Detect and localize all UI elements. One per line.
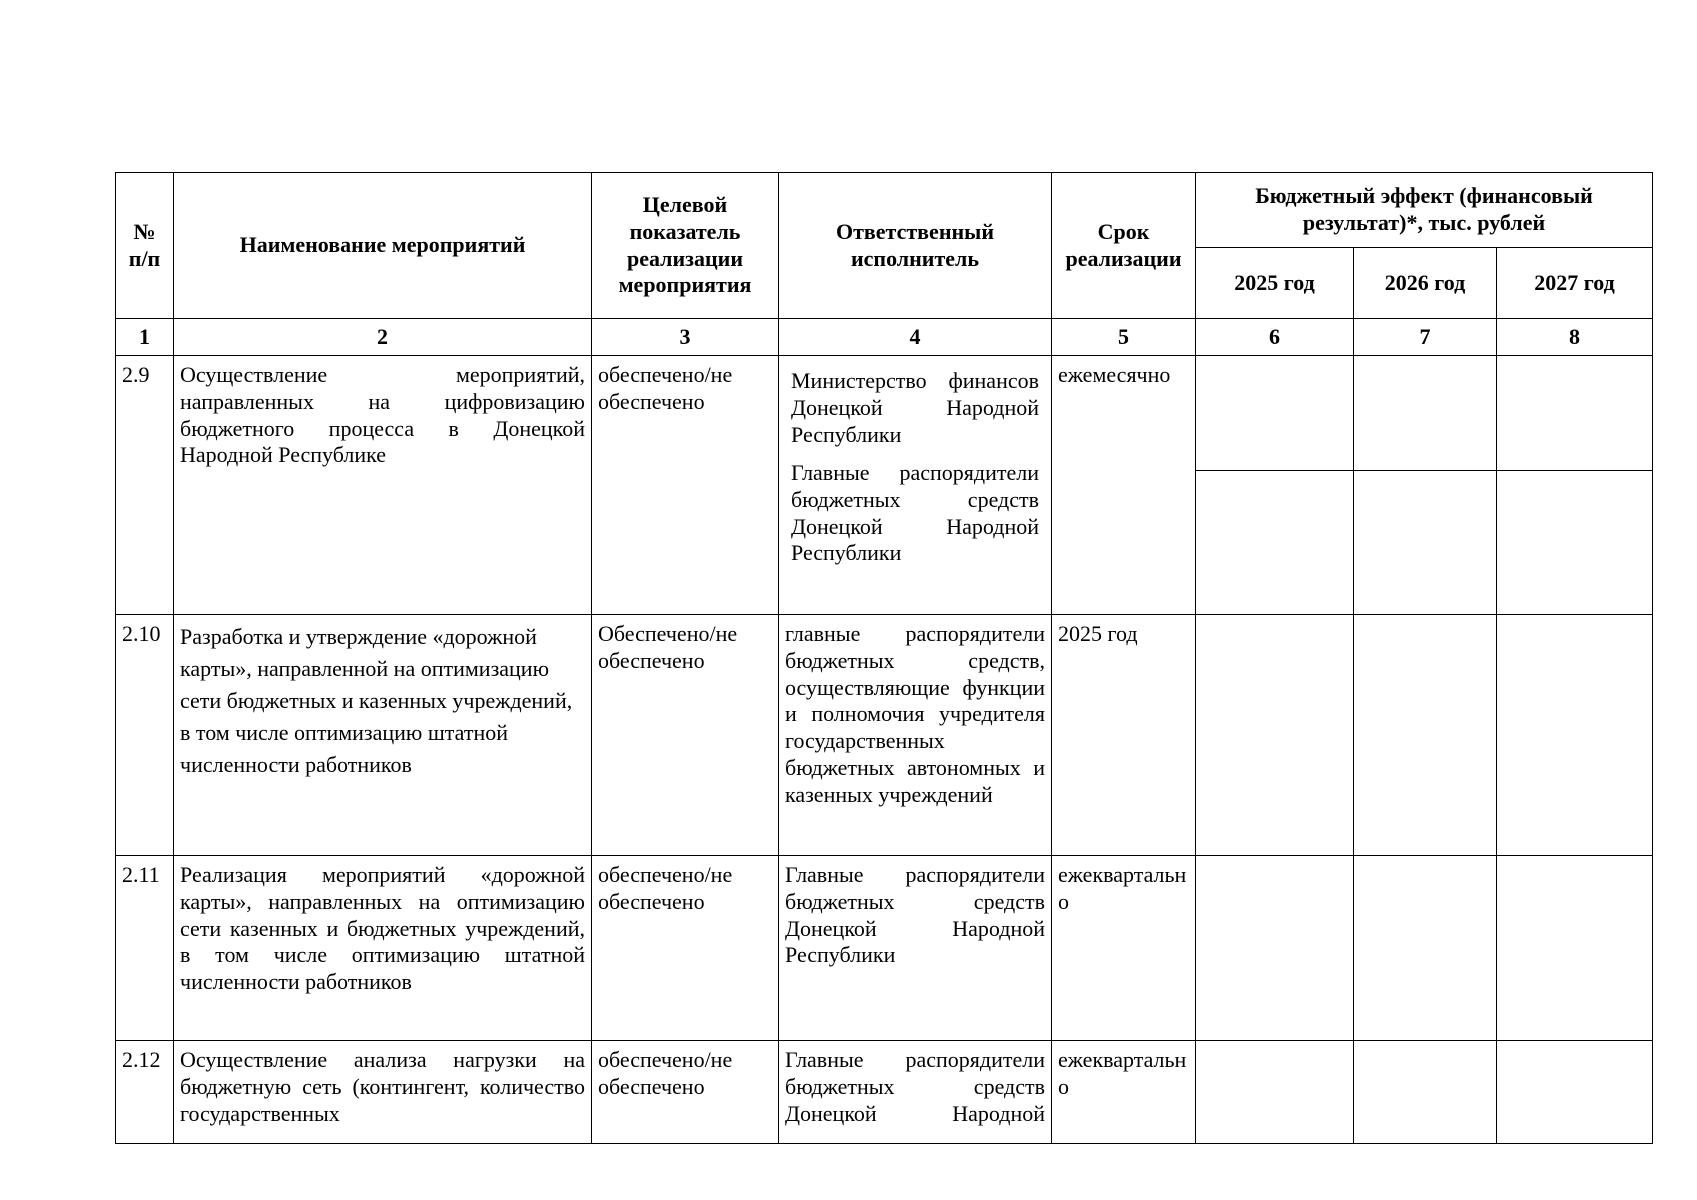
target-indicator: Обеспечено/не обеспечено	[592, 615, 779, 856]
effect-2026	[1354, 356, 1497, 471]
effect-2025	[1196, 471, 1354, 615]
term: ежеквартально	[1052, 1041, 1196, 1144]
column-number: 4	[779, 319, 1052, 356]
target-indicator: обеспечено/не обеспечено	[592, 1041, 779, 1144]
column-number: 5	[1052, 319, 1196, 356]
effect-2027	[1497, 856, 1653, 1041]
table-row	[116, 1041, 1653, 1144]
row-number: 2.9	[116, 356, 174, 615]
header-budget-effect: Бюджетный эффект (финансовый результат)*, тыс. рублей	[1196, 173, 1653, 248]
header-term: Срок реализации	[1052, 173, 1196, 319]
executor	[779, 1041, 1052, 1144]
table-row	[116, 856, 1653, 1041]
effect-2026	[1354, 471, 1497, 615]
column-number: 8	[1497, 319, 1653, 356]
measure-name	[174, 1041, 592, 1144]
executor-text: Главные распорядители бюджетных средств Донецкой Народной	[785, 1047, 1045, 1126]
header-year-2025: 2025 год	[1196, 248, 1354, 319]
effect-2027	[1497, 356, 1653, 471]
executor-main-managers: Главные распорядители бюджетных средств Донецкой Народной Республики	[791, 460, 1039, 566]
effect-2027	[1497, 471, 1653, 615]
table-row	[116, 615, 1653, 856]
row-number: 2.12	[116, 1041, 174, 1144]
header-year-2026: 2026 год	[1354, 248, 1497, 319]
measure-name: Разработка и утверждение «дорожной карты», направленной на оптимизацию сети бюджетных и казенных учреждений, в том числе оптимизацию штатной численности работников	[174, 615, 592, 856]
column-number: 2	[174, 319, 592, 356]
column-numbers-row	[116, 319, 1653, 356]
target-indicator: обеспечено/не обеспечено	[592, 856, 779, 1041]
row-number: 2.10	[116, 615, 174, 856]
term: ежеквартально	[1052, 856, 1196, 1041]
measure-name-text: Осуществление анализа нагрузки на бюджетную сеть (контингент, количество государственных	[180, 1047, 585, 1126]
table-row	[116, 356, 1653, 471]
header-executor: Ответственный исполнитель	[779, 173, 1052, 319]
effect-2025	[1196, 1041, 1354, 1144]
effect-2027	[1497, 1041, 1653, 1144]
effect-2025	[1196, 356, 1354, 471]
column-number: 7	[1354, 319, 1497, 356]
effect-2026	[1354, 615, 1497, 856]
executor-cell	[779, 356, 1052, 615]
term: ежемесячно	[1052, 356, 1196, 615]
column-number: 1	[116, 319, 174, 356]
executor: главные распорядители бюджетных средств, осуществляющие функции и полномочия учредителя государственных бюджетных автономных и казенных учреждений	[779, 615, 1052, 856]
header-name: Наименование мероприятий	[174, 173, 592, 319]
measure-name: Реализация мероприятий «дорожной карты», направленных на оптимизацию сети казенных и бюджетных учреждений, в том числе оптимизацию штатной численности работников	[174, 856, 592, 1041]
effect-2026	[1354, 1041, 1497, 1144]
effect-2025	[1196, 615, 1354, 856]
header-row	[116, 173, 1653, 248]
measures-table	[115, 172, 1653, 1144]
effect-2027	[1497, 615, 1653, 856]
executor: Главные распорядители бюджетных средств Донецкой Народной Республики	[779, 856, 1052, 1041]
column-number: 3	[592, 319, 779, 356]
header-year-2027: 2027 год	[1497, 248, 1653, 319]
effect-2025	[1196, 856, 1354, 1041]
header-num: № п/п	[116, 173, 174, 319]
executor-ministry: Министерство финансов Донецкой Народной Республики	[791, 368, 1039, 447]
effect-2026	[1354, 856, 1497, 1041]
header-target: Целевой показатель реализации мероприятия	[592, 173, 779, 319]
target-indicator: обеспечено/не обеспечено	[592, 356, 779, 615]
term: 2025 год	[1052, 615, 1196, 856]
measure-name: Осуществление мероприятий, направленных на цифровизацию бюджетного процесса в Донецкой Народной Республике	[174, 356, 592, 615]
column-number: 6	[1196, 319, 1354, 356]
row-number: 2.11	[116, 856, 174, 1041]
